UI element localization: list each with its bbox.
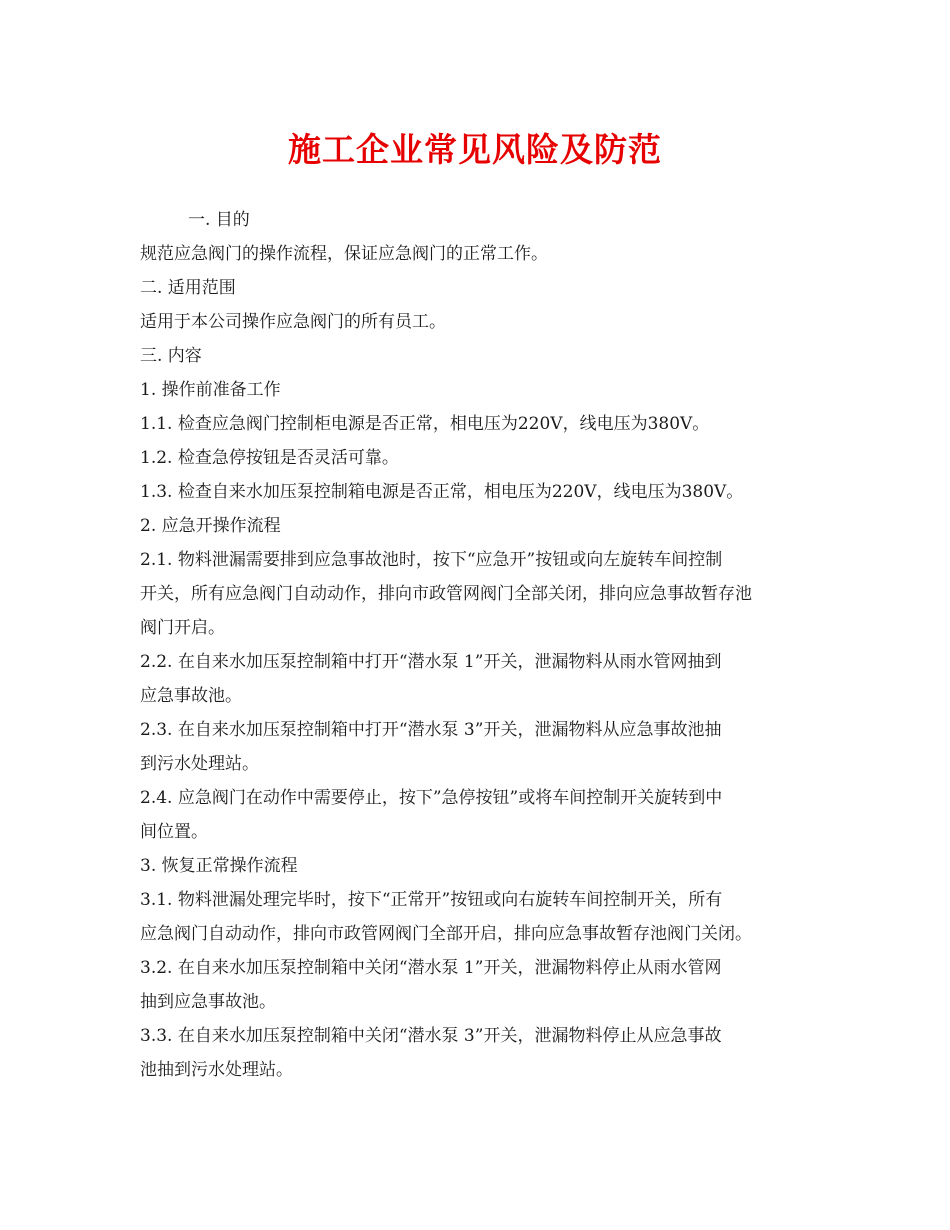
- paragraph-line: 1.3. 检查自来水加压泵控制箱电源是否正常，相电压为220V，线电压为380V。: [140, 482, 744, 502]
- subsection-heading-preparation: 1. 操作前准备工作: [140, 380, 281, 400]
- paragraph-line: 2.4. 应急阀门在动作中需要停止，按下”急停按钮”或将车间控制开关旋转到中: [140, 788, 723, 808]
- paragraph-line: 2.3. 在自来水加压泵控制箱中打开“潜水泵 3”开关，泄漏物料从应急事故池抽: [140, 720, 722, 740]
- paragraph-line: 抽到应急事故池。: [140, 992, 276, 1012]
- paragraph-line: 适用于本公司操作应急阀门的所有员工。: [140, 312, 446, 332]
- paragraph-line: 应急阀门自动动作，排向市政管网阀门全部开启，排向应急事故暂存池阀门关闭。: [140, 924, 752, 944]
- paragraph-line: 2.1. 物料泄漏需要排到应急事故池时，按下“应急开”按钮或向左旋转车间控制: [140, 550, 723, 570]
- paragraph-line: 3.2. 在自来水加压泵控制箱中关闭“潜水泵 1”开关，泄漏物料停止从雨水管网: [140, 958, 722, 978]
- paragraph-line: 3.3. 在自来水加压泵控制箱中关闭“潜水泵 3”开关，泄漏物料停止从应急事故: [140, 1026, 722, 1046]
- paragraph-line: 1.1. 检查应急阀门控制柜电源是否正常，相电压为220V，线电压为380V。: [140, 414, 710, 434]
- subsection-heading-emergency-open: 2. 应急开操作流程: [140, 516, 281, 536]
- paragraph-line: 到污水处理站。: [140, 754, 259, 774]
- subsection-heading-restore-normal: 3. 恢复正常操作流程: [140, 856, 298, 876]
- section-heading-purpose: 一. 目的: [188, 210, 250, 230]
- document-body: [140, 203, 820, 1087]
- paragraph-line: 开关，所有应急阀门自动动作，排向市政管网阀门全部关闭，排向应急事故暂存池: [140, 584, 752, 604]
- document-title: 施工企业常见风险及防范: [288, 130, 662, 169]
- paragraph-line: 池抽到污水处理站。: [140, 1060, 293, 1080]
- section-heading-scope: 二. 适用范围: [140, 278, 236, 298]
- paragraph-line: 阀门开启。: [140, 618, 225, 638]
- paragraph-line: 2.2. 在自来水加压泵控制箱中打开“潜水泵 1”开关，泄漏物料从雨水管网抽到: [140, 652, 722, 672]
- section-heading-content: 三. 内容: [140, 346, 202, 366]
- paragraph-line: 1.2. 检查急停按钮是否灵活可靠。: [140, 448, 399, 468]
- paragraph-line: 应急事故池。: [140, 686, 242, 706]
- paragraph-line: 规范应急阀门的操作流程，保证应急阀门的正常工作。: [140, 244, 548, 264]
- paragraph-line: 间位置。: [140, 822, 208, 842]
- paragraph-line: 3.1. 物料泄漏处理完毕时，按下“正常开”按钮或向右旋转车间控制开关，所有: [140, 890, 723, 910]
